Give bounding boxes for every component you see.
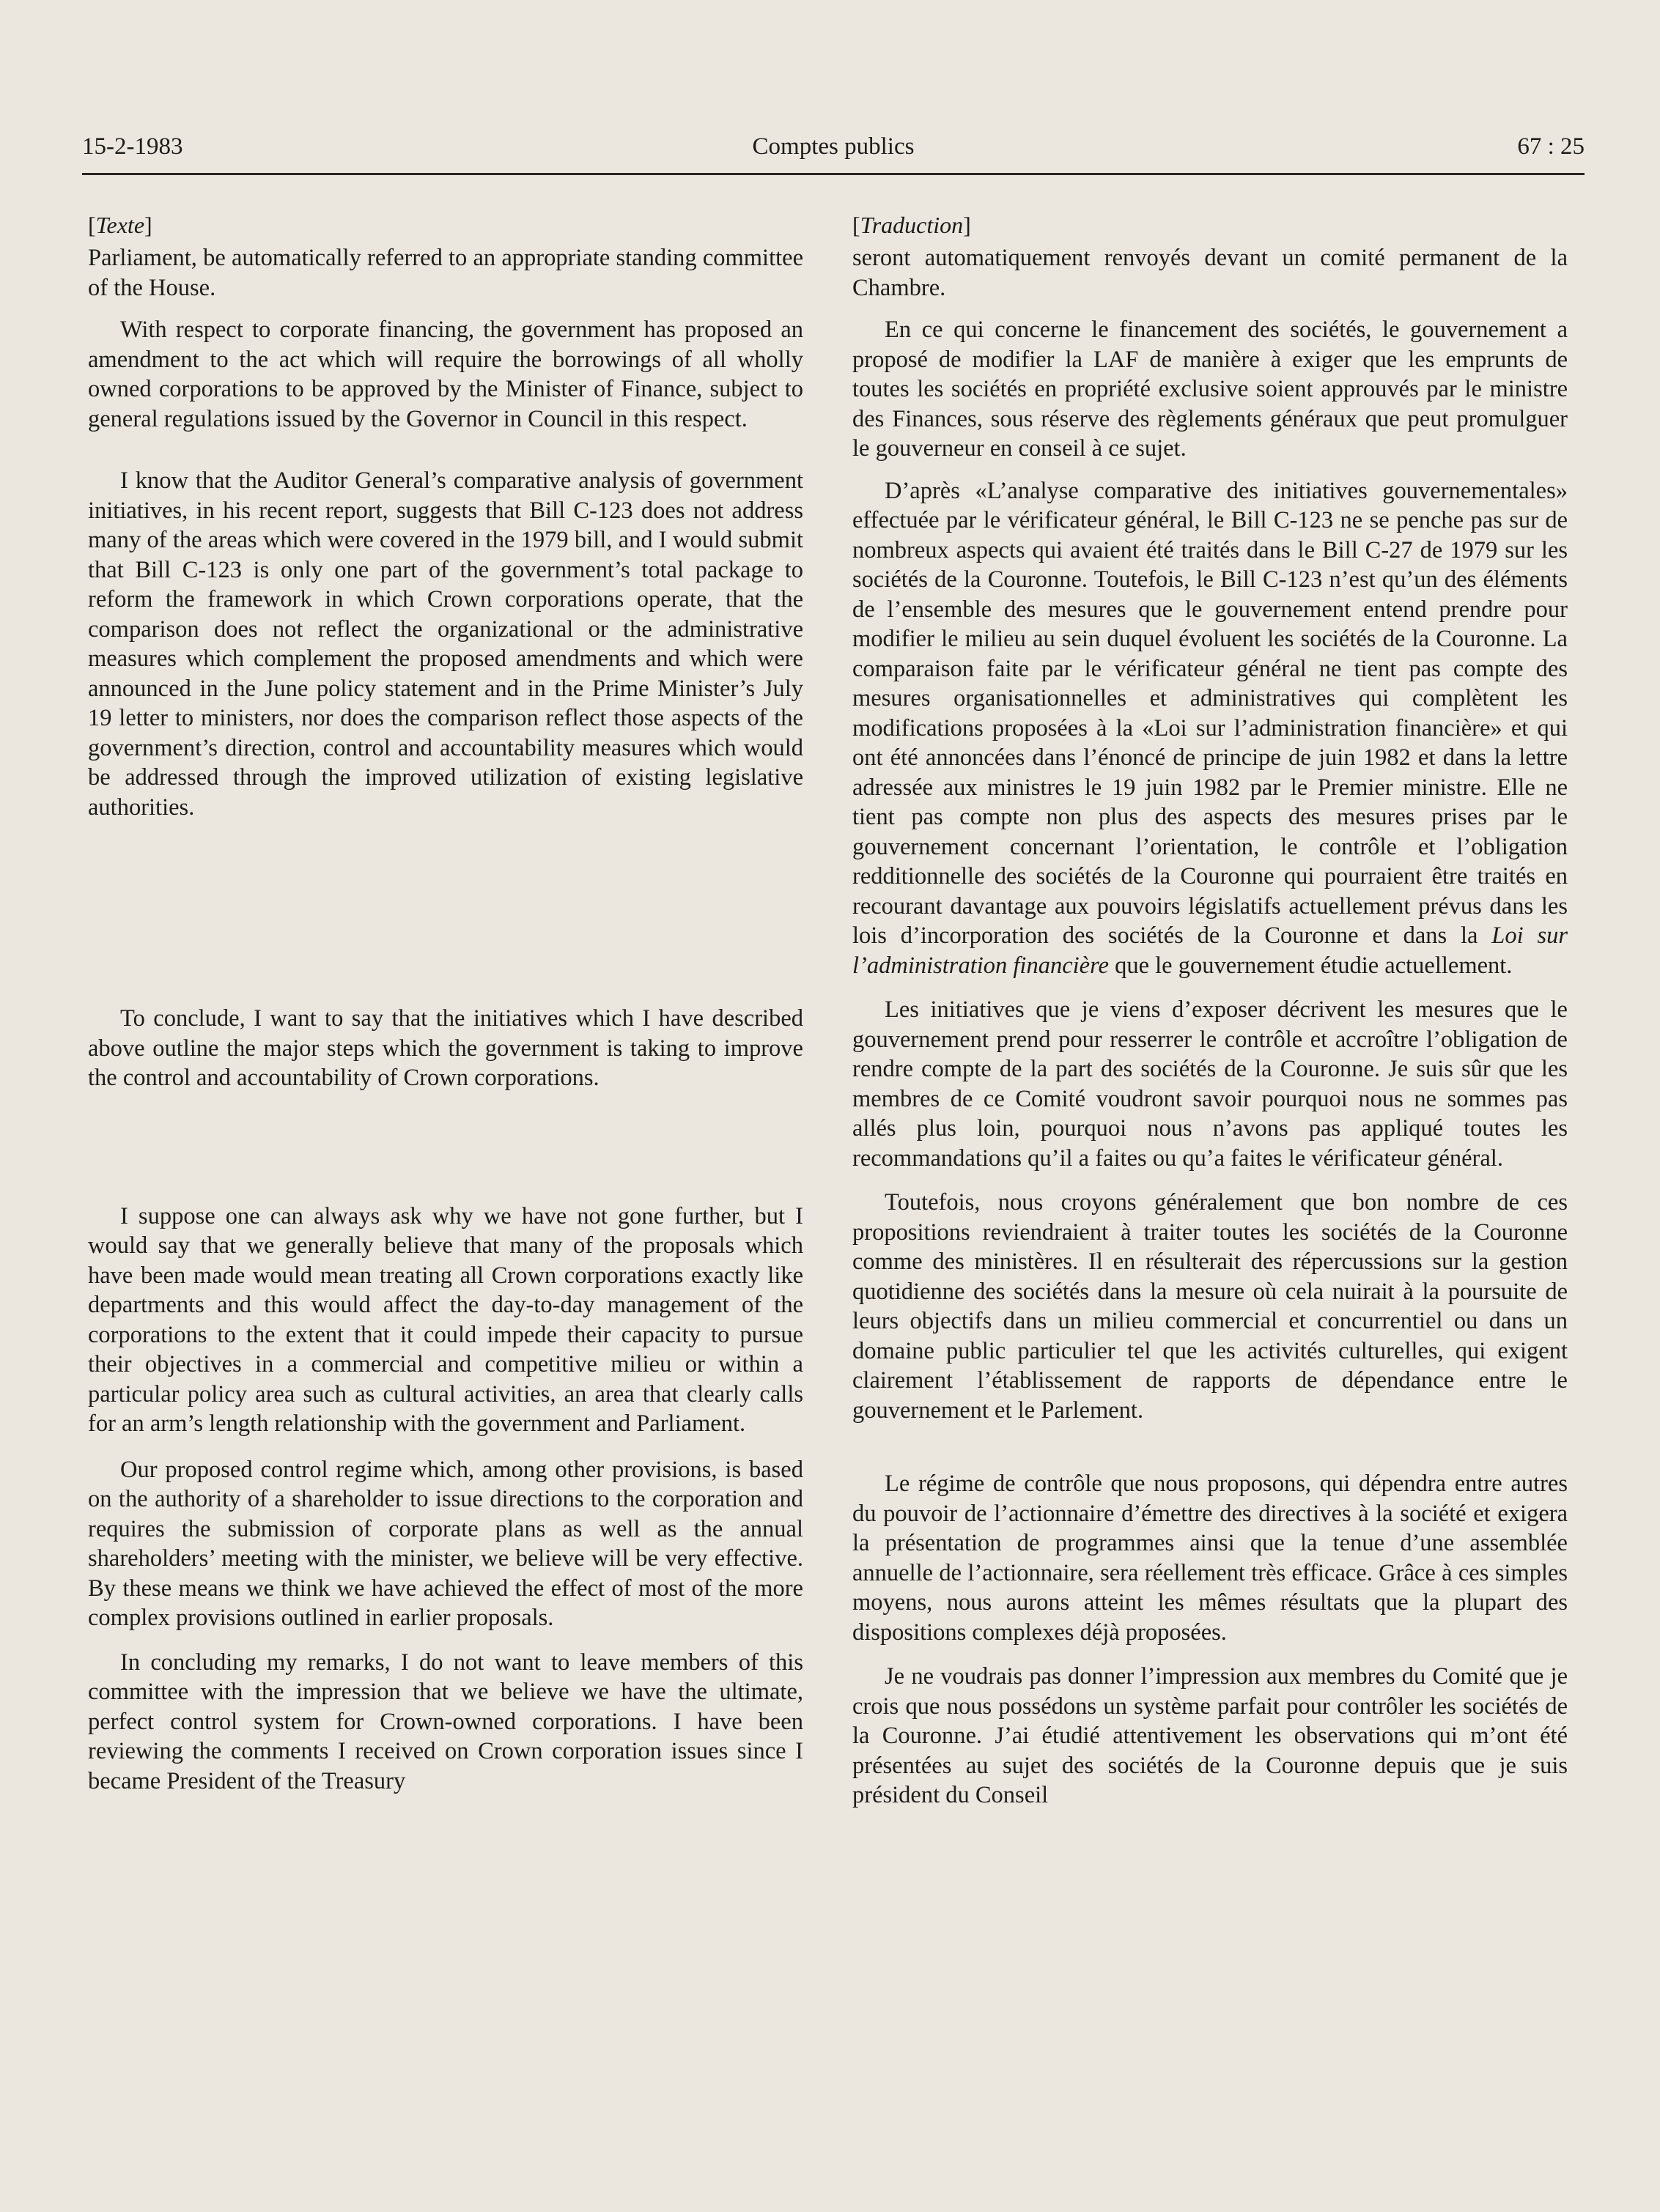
paragraph: D’après «L’analyse comparative des initiatives gouvernementales» effectuée par le vérificateur général, le Bill C-123 ne se penche pas sur de nombreux aspects qui avaient été traités dans le Bill C-27 de 1979 sur les sociétés de la Couronne. Toutefois, le Bill C-123 n’est qu’un des éléments de l’ensemble des mesures que le gouvernement entend prendre pour modifier le milieu au sein duquel évoluent les sociétés de la Couronne. La comparaison faite par le vérificateur général ne tient pas compte des mesures organisationnelles et administratives qui complètent les modifications proposées à la «Loi sur l’administration financière» et qui ont été annoncées dans l’énoncé de principe de juin 1982 et dans la lettre adressée aux ministres le 19 juin 1982 par le Premier ministre. Elle ne tient pas compte non plus des aspects des mesures prises par le gouvernement concernant l’orientation, le contrôle et l’obligation redditionnelle des sociétés de la Couronne qui pourraient être traités en recourant davantage aux pouvoirs législatifs actuellement prévus dans les lois d’incorporation des sociétés de la Couronne et dans la Loi sur l’administration financière que le gouvernement étudie actuellement. — [852, 477, 1568, 979]
header-title: Comptes publics — [752, 133, 915, 160]
header-page-number: 67 : 25 — [1517, 133, 1585, 160]
page-header — [82, 133, 1585, 174]
header-date: 15-2-1983 — [82, 133, 183, 160]
paragraph: Our proposed control regime which, among other provisions, is based on the authority of a shareholder to issue directions to the corporation and requires the submission of corporate plans as well as the annual shareholders’ meeting with the minister, we believe will be very effective. By these means we think we have achieved the effect of most of the more complex provisions outlined in earlier proposals. — [88, 1456, 803, 1631]
english-column — [88, 210, 803, 2085]
paragraph: I suppose one can always ask why we have not gone further, but I would say that we generally believe that many of the proposals which have been made would mean treating all Crown corporations exactly like departments and this would affect the day-to-day management of the corporations to the extent that it could impede their capacity to pursue their objectives in a commercial and competitive milieu or within a particular policy area such as cultural activities, an area that clearly calls for an arm’s length relationship with the government and Parliament. — [88, 1202, 803, 1437]
paragraph: In concluding my remarks, I do not want to leave members of this committee with the impression that we believe we have the ultimate, perfect control system for Crown-owned corporations. I have been reviewing the comments I received on Crown corporation issues since I became President of the Treasury — [88, 1649, 803, 1794]
paragraph: En ce qui concerne le financement des sociétés, le gouvernement a proposé de modifier la LAF de manière à exiger que les emprunts de toutes les sociétés en propriété exclusive soient approuvés par le ministre des Finances, sous réserve des règlements généraux que peut promulguer le gouverneur en conseil à ce sujet. — [852, 317, 1568, 462]
paragraph: Parliament, be automatically referred to an appropriate standing committee of the House. — [88, 245, 803, 301]
paragraph: seront automatiquement renvoyés devant un comité permanent de la Chambre. — [852, 245, 1568, 301]
paragraph: Toutefois, nous croyons généralement que bon nombre de ces propositions reviendraient à traiter toutes les sociétés de la Couronne comme des ministères. Il en résulterait des répercussions sur la gestion quotidienne des sociétés dans la mesure où cela nuirait à la poursuite de leurs objectifs dans un milieu commercial et concurrentiel ou dans un domaine public particulier tel que les activités culturelles, qui exigent clairement l’établissement de rapports de dépendance entre le gouvernement et le Parlement. — [852, 1189, 1568, 1424]
header-rule — [82, 173, 1585, 175]
paragraph: With respect to corporate financing, the government has proposed an amendment to the act which will require the borrowings of all wholly owned corporations to be approved by the Minister of Finance, subject to general regulations issued by the Governor in Council in this respect. — [88, 317, 803, 432]
paragraph: Les initiatives que je viens d’exposer décrivent les mesures que le gouvernement prend pour resserrer le contrôle et accroître l’obligation de rendre compte de la part des sociétés de la Couronne. Je suis sûr que les membres de ce Comité voudront savoir pourquoi nous ne sommes pas allés plus loin, pourquoi nous n’avons pas appliqué toutes les recommandations qu’il a faites ou qu’a faites le vérificateur général. — [852, 996, 1568, 1172]
paragraph: I know that the Auditor General’s comparative analysis of government initiatives, in his recent report, suggests that Bill C-123 does not address many of the areas which were covered in the 1979 bill, and I would submit that Bill C-123 is only one part of the government’s total package to reform the framework in which Crown corporations operate, that the comparison does not reflect the organizational or the administrative measures which complement the proposed amendments and which were announced in the June policy statement and in the Prime Minister’s July 19 letter to ministers, nor does the comparison reflect those aspects of the government’s direction, control and accountability measures which would be addressed through the improved utilization of existing legislative authorities. — [88, 467, 803, 821]
paragraph: To conclude, I want to say that the initiatives which I have described above outline the major steps which the government is taking to improve the control and accountability of Crown corporations. — [88, 1005, 803, 1091]
paragraph: Je ne voudrais pas donner l’impression aux membres du Comité que je crois que nous possédons un système parfait pour contrôler les sociétés de la Couronne. J’ai étudié attentivement les observations qui m’ont été présentées au sujet des sociétés de la Couronne depuis que je suis président du Conseil — [852, 1663, 1568, 1808]
emphasis-law-title: Loi sur l’administration financière — [852, 922, 1568, 979]
paragraph: Le régime de contrôle que nous proposons, qui dépendra entre autres du pouvoir de l’actionnaire d’émettre des directives à la société et exigera la présentation de programmes ainsi que la tenue d’une assemblée annuelle de l’actionnaire, sera réellement très efficace. Grâce à ces simples moyens, nous aurons atteint les mêmes résultats que la plupart des dispositions complexes déjà proposées. — [852, 1471, 1568, 1646]
column-label-traduction: [Traduction] — [852, 212, 971, 238]
column-label-texte: [Texte] — [88, 212, 152, 238]
french-column — [852, 210, 1568, 2085]
